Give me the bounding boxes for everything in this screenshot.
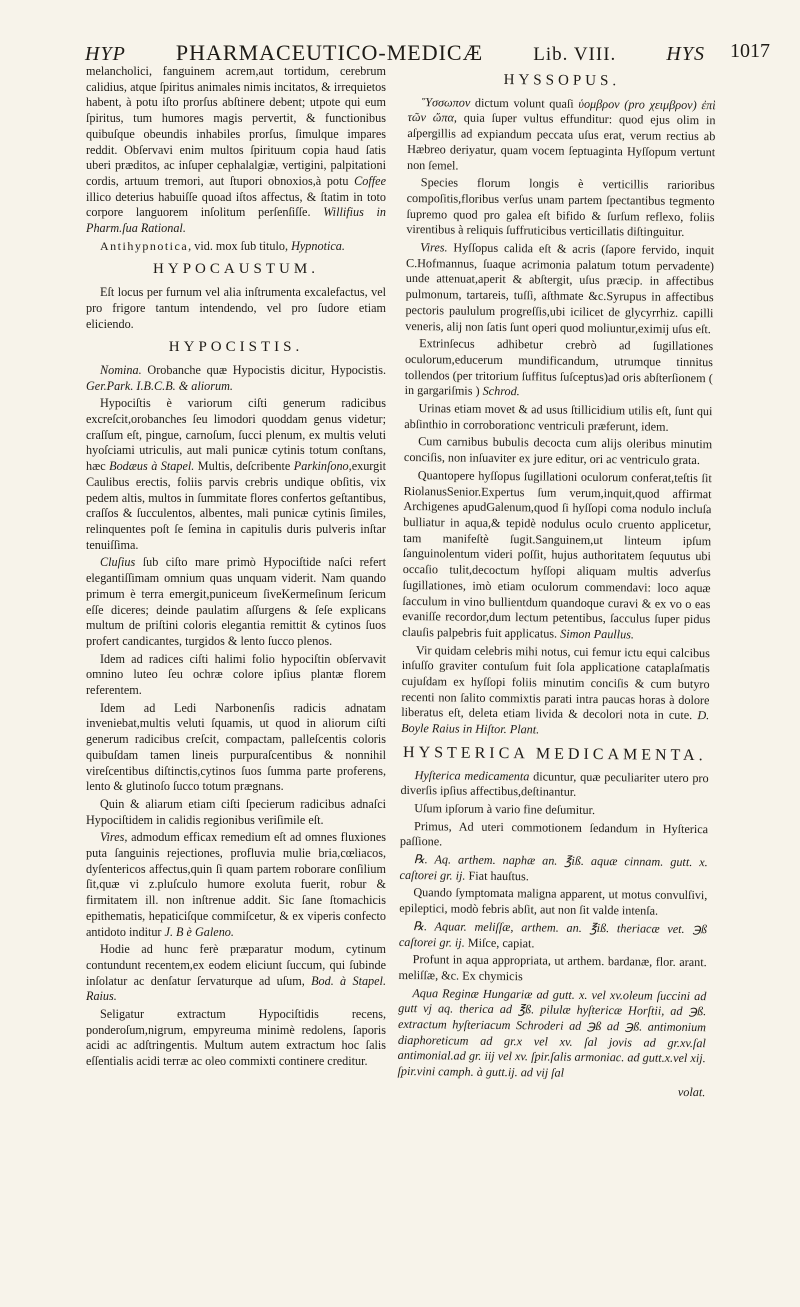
paragraph-seligatur: Seligatur extractum Hypociſtidis recens, ponderoſum,nigrum, empyreuma minimè redolens, ſaporis acidi ac adſtringentis. Multum autem extractum hoc ſalis eſſentialis acidi terræ ac oleo commixti continere creditur. <box>86 1007 386 1069</box>
paragraph-hysterica-def: Hyſterica medicamenta dicuntur, quæ peculiariter utero pro diverſis ipſius affectibus,deſtinantur. <box>400 767 709 800</box>
page-number: 1017 <box>730 40 770 62</box>
heading-hysterica: HYSTERICA MEDICAMENTA. <box>402 743 707 764</box>
paragraph-clusius: Cluſius ſub ciſto mare primò Hypociſtide naſci refert elegantiſſimam omnium quas unquam viderit. Nam quando primum è terra emergit,puniceum ſiveKermeſinum ſericum eſſe diceres; deinde paulatim aſſurgens & ſeſe explicans multum de priſtini coloris elegantia remittit & cytinos ſuos profert candicantes, turgidos & lento ſucco plenos. <box>86 555 386 648</box>
heading-hypocistis: HYPOCISTIS. <box>168 339 304 356</box>
heading-hypocaustum: HYPOCAUSTUM. <box>153 261 319 278</box>
paragraph-quantopere: Quantopere hyſſopus ſugillationi oculorum conferat,teſtis ſit RiolanusSenior.Expertus ſum verum,inquit,quod affirmat Archigenes apudGalenum,quod ſi hyſſopi coma nodulo incluſa bulliatur in aqua,& tepidè nodulus oculo cruento applicetur, tam manifeſtè ſugit.Sanguinem,ut linteum ipſum ſanguinolentum videri poſſit, hujus authoritatem ſequutus ubi occaſio tulit,decoctum hyſſopi aliquam multis adverſus ſugillationes, imò etiam oculorum commendavi: loco aquæ ſacculum in vino bullientdum quandoque curavi & ex vo o eas evaniſſe recordor,dum lectum petentibus, ſacculus ſuper pidus clauſis palpebris fuit applicatus. Simon Paullus. <box>402 467 712 642</box>
catchword: volat. <box>677 1084 706 1100</box>
running-head-book: Lib. VIII. <box>533 44 617 65</box>
paragraph-description: Hypociſtis è variorum ciſti generum radicibus excreſcit,orobanches ſeu limodori quoddam genus videtur; craſſum eſt, pingue, carnoſum, ſucci plenum, ex multis veluti hyoſciami utriculis, aut mali punicæ cytinis totum conſtans, hæc Bodæus à Stapel. Multis, deſcribente Parkinſono,exurgit Caulibus erectis, foliis parvis crebris undique obſitis, vix pedem altis, multos in ſummitate flores confertos geſtantibus, craſſos & ſucculentos, albentes, mali punicæ cytinis ſimiles, relinquentes poſt ſe ſemina in capitulis duris pulveris inſtar tenuiſſima. <box>86 396 386 552</box>
paragraph-primus: Primus, Ad uteri commotionem ſedandum in Hyſterica paſſione. <box>399 818 709 849</box>
recipe-2: ℞. Aquar. meliſſæ, arthem. an. ℥iß. theriacæ vet. ℈ß caſtorei gr. ij. Miſce, capiat. <box>398 918 708 950</box>
paragraph-etymology: Ὕσσωπον dictum volunt quaſi ὑομβρον (pro χειμβρον) ἐπὶ τῶν ὤπα, quia ſuper vultus effunditur: quod ejus olim in aſpergillis ad expiandum peccata uſus erat, verum rectius ab Hæbreo deriyatur, quam vocem ſeptuaginta Hyſſopum vertunt non ſemel. <box>406 94 716 173</box>
paragraph-vires-hyssopus: Vires. Hyſſopus calida eſt & acris (ſapore fervido, inquit C.Hofmannus, ſuaque acrimonia palatum totum pervadente) unde attenuat,aperit & abſtergit, uſus præcip. in affectibus pulmonum, tartareis, tuſſi, aſthmate &c.Syrupus in affectibus pectoris paululum progreſſis,ubi icilicet de glycyrrhiz. capilli veneris, alij non ſatis ſunt operi quod moliuntur,eximij uſus eſt. <box>405 240 715 336</box>
paragraph-species: Species florum longis è verticillis rarioribus compoſitis,floribus verſus unam partem ſpectantibus tegmento ſupremo quod pro galea eſt bifido & ſurſum reflexo, foliis virentibus à reliquis ſuffruticibus verticillatis diſtinguitur. <box>406 175 715 240</box>
recipe-1: ℞. Aq. arthem. naphæ an. ℥iß. aquæ cinnam. gutt. x. caſtorei gr. ij. Fiat hauſtus. <box>399 852 708 884</box>
paragraph-vir-celebris: Vir quidam celebris mihi notus, cui femur ictu equi calcibus inſuſſo graviter contuſum fuit ſola applicatione cataplaſmatis cujuſdam ex hyſſopi foliis minutim conciſis & cum butyro recenti non ſalito commixtis parati intra paucas horas à dolore liberatus eſt, deleta etiam livida & decolori nota in cute. D. Boyle Raius in Hiſtor. Plant. <box>401 642 711 737</box>
running-head-left: HYP <box>85 43 126 65</box>
paragraph-carnibus: Cum carnibus bubulis decocta cum alijs oleribus minutim conciſis, non inſuaviter ex jure editur, ori ac ventriculo grata. <box>403 434 713 468</box>
paragraph-halimi: Idem ad radices ciſti halimi folio hypociſtin obſervavit omnino luteo ſeu ochræ colore ipſius plantæ florem referentem. <box>86 651 386 698</box>
paragraph-profunt: Profunt in aqua appropriata, ut arthem. bardanæ, flor. arant. meliſſæ, &c. Ex chymicis <box>398 952 707 984</box>
paragraph-aliarum: Quin & aliarum etiam ciſti ſpecierum radicibus adnaſci Hypociſtidem in calidis regionibus veriſimile eſt. <box>86 796 386 827</box>
left-column <box>86 64 386 1072</box>
paragraph-urinas: Urinas etiam movet & ad usus ſtillicidium utilis eſt, ſunt qui abſinthio in corroborationc ventriculi præferunt, idem. <box>404 401 713 434</box>
paragraph-extrinsecus: Extrinſecus adhibetur crebrò ad ſugillationes oculorum,educerum mundificandum, utrumque tinnitus tollendos (per tritorium ſuffitus ſuſceptus)ad oris abſterſionem ( in gargariſmis ) Schrod. <box>404 336 714 399</box>
heading-hyssopus: HYSSOPUS. <box>503 72 621 90</box>
paragraph-ledi: Idem ad Ledi Narbonenſis radicis adnatam inveniebat,multis veluti ſquamis, ut quod in aliorum ciſti generum radicibus creſcit, compactam, palleſcentis coloris quibuſdam tamen lineis purpuraſcentibus & nonnihil vireſcentibus diſtinctis,cytinos ſuos ſumma parte proferens, lento & glutinoſo ſucco totum prægnans. <box>86 700 386 794</box>
running-head-right: HYS <box>666 43 705 65</box>
recipe-chymica: Aqua Reginæ Hungariæ ad gutt. x. vel xv.oleum ſuccini ad gutt vj aq. therica ad ℥ß. pilulæ hyſtericæ Horſtii, ad ℈ß. extractum hyſteriacum Schroderi ad ℈ß ad ℈ß. antimonium diaphoreticum ad gr.x vel xv. ſal jovis ad gr.xv.ſal antimonial.ad gr. iij vel xv. ſpir.ſalis armoniac. ad gutt.x.vel xij. ſpir.vini camph. à gutt.ij. ad vij ſal <box>397 985 707 1080</box>
paragraph-hypocaustum: Eſt locus per furnum vel alia inſtrumenta excalefactus, vel pro frigore tantum intendendo, vel pro ſudore etiam eliciendo. <box>86 285 386 331</box>
paragraph-antihypnotica: Antihypnotica, vid. mox ſub titulo, Hypnotica. <box>100 238 345 253</box>
paragraph-intro: melancholici, fanguinem acrem,aut tortidum, cerebrum calidius, atque ſpiritus animales nimis incitatos, & irrequietos habent, à potu iſto prorſus abſtinere debent; utpote qui eum ſpiritus, tum humores magis pervertit, & functionibus quibuſque obeundis inhabiles prorſus, ſimulque impares reddit. Obſervavi enim multos ſpirituum copia haud ſatis uberi præditos, ac inſuper cephalalgiæ, vertigini, palpitationi cordis, artuum tremori, aut ſtupori obnoxios,à potu Coffee illico deterius habuiſſe quoad iſtos affectus, & ſtatim in toto corpore languorem inſolitum perſenſiſſe. Willifius in Pharm.ſua Rational. <box>86 64 386 236</box>
paragraph-nomina: Nomina. Orobanche quæ Hypocistis dicitur, Hypocistis. Ger.Park. I.B.C.B. & aliorum. <box>86 362 386 393</box>
paragraph-hodie: Hodie ad hunc ferè præparatur modum, cytinum contundunt recentem,ex eodem eliciunt ſuccum, qui ſubinde inſolatur ac denſatur ſervaturque ad uſum, Bod. à Stapel. Raius. <box>86 942 386 1004</box>
paragraph-quando: Quando ſymptomata maligna apparent, ut motus convulſivi, epileptici, modò febris abſit, aut non ſit valde intenſa. <box>399 885 708 918</box>
running-head <box>85 40 705 66</box>
paragraph-usum: Uſum ipſorum à vario fine deſumitur. <box>414 801 596 817</box>
paragraph-vires: Vires, admodum efficax remedium eſt ad omnes fluxiones puta ſanguinis rejectiones, profluvia mulie bria,cœliacos, dyſentericos affectus,quin ſi quam partem roborare conſilium ſit,quæ vi z.pluſculo humore exoluta fuerit, robur & firmitatem ill. non inſtrenue addit. Sic ſane ſtomachicis epithematis, hepaticiſque commiſcetur, & ex viperis confecto antidoto inditur J. B è Galeno. <box>86 830 386 939</box>
running-head-title: PHARMACEUTICO-MEDICÆ <box>175 40 484 65</box>
right-column <box>397 72 716 1101</box>
